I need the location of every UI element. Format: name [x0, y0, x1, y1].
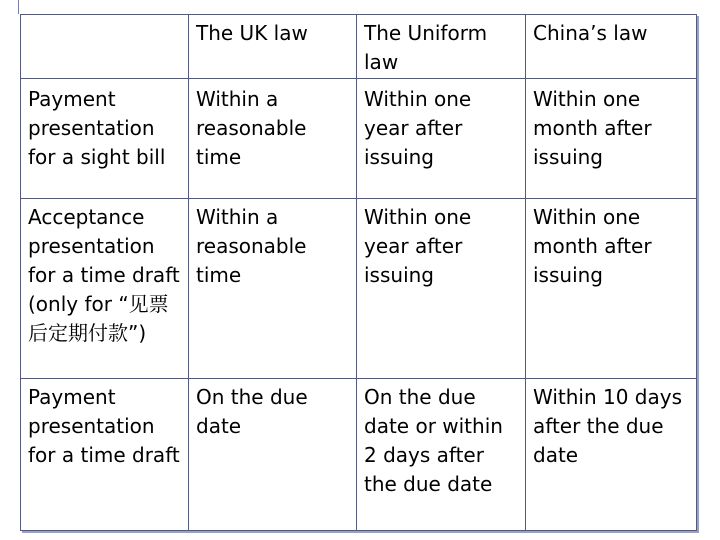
table-cell: Within 10 days after the due date — [526, 379, 697, 531]
table-header-row — [21, 15, 697, 79]
table-cell: Within one month after issuing — [526, 79, 697, 199]
table-cell: On the due date — [189, 379, 357, 531]
law-comparison-table — [20, 14, 697, 531]
table-cell: Within a reasonable time — [189, 199, 357, 379]
slide-edge-line — [18, 0, 19, 14]
table-cell: On the due date or within 2 days after the due date — [357, 379, 526, 531]
table-cell: Within one month after issuing — [526, 199, 697, 379]
header-cell-china-law: China’s law — [526, 15, 697, 79]
header-cell-uk-law: The UK law — [189, 15, 357, 79]
row-label-cell: Payment presentation for a time draft — [21, 379, 189, 531]
table-row — [21, 79, 697, 199]
table-row — [21, 379, 697, 531]
header-cell-empty — [21, 15, 189, 79]
table-cell: Within one year after issuing — [357, 199, 526, 379]
row-label-cell: Payment presentation for a sight bill — [21, 79, 189, 199]
header-cell-uniform-law: The Uniform law — [357, 15, 526, 79]
table-cell: Within a reasonable time — [189, 79, 357, 199]
table-cell: Within one year after issuing — [357, 79, 526, 199]
table-row — [21, 199, 697, 379]
row-label-cell: Acceptance presentation for a time draft (only for “见票后定期付款”) — [21, 199, 189, 379]
